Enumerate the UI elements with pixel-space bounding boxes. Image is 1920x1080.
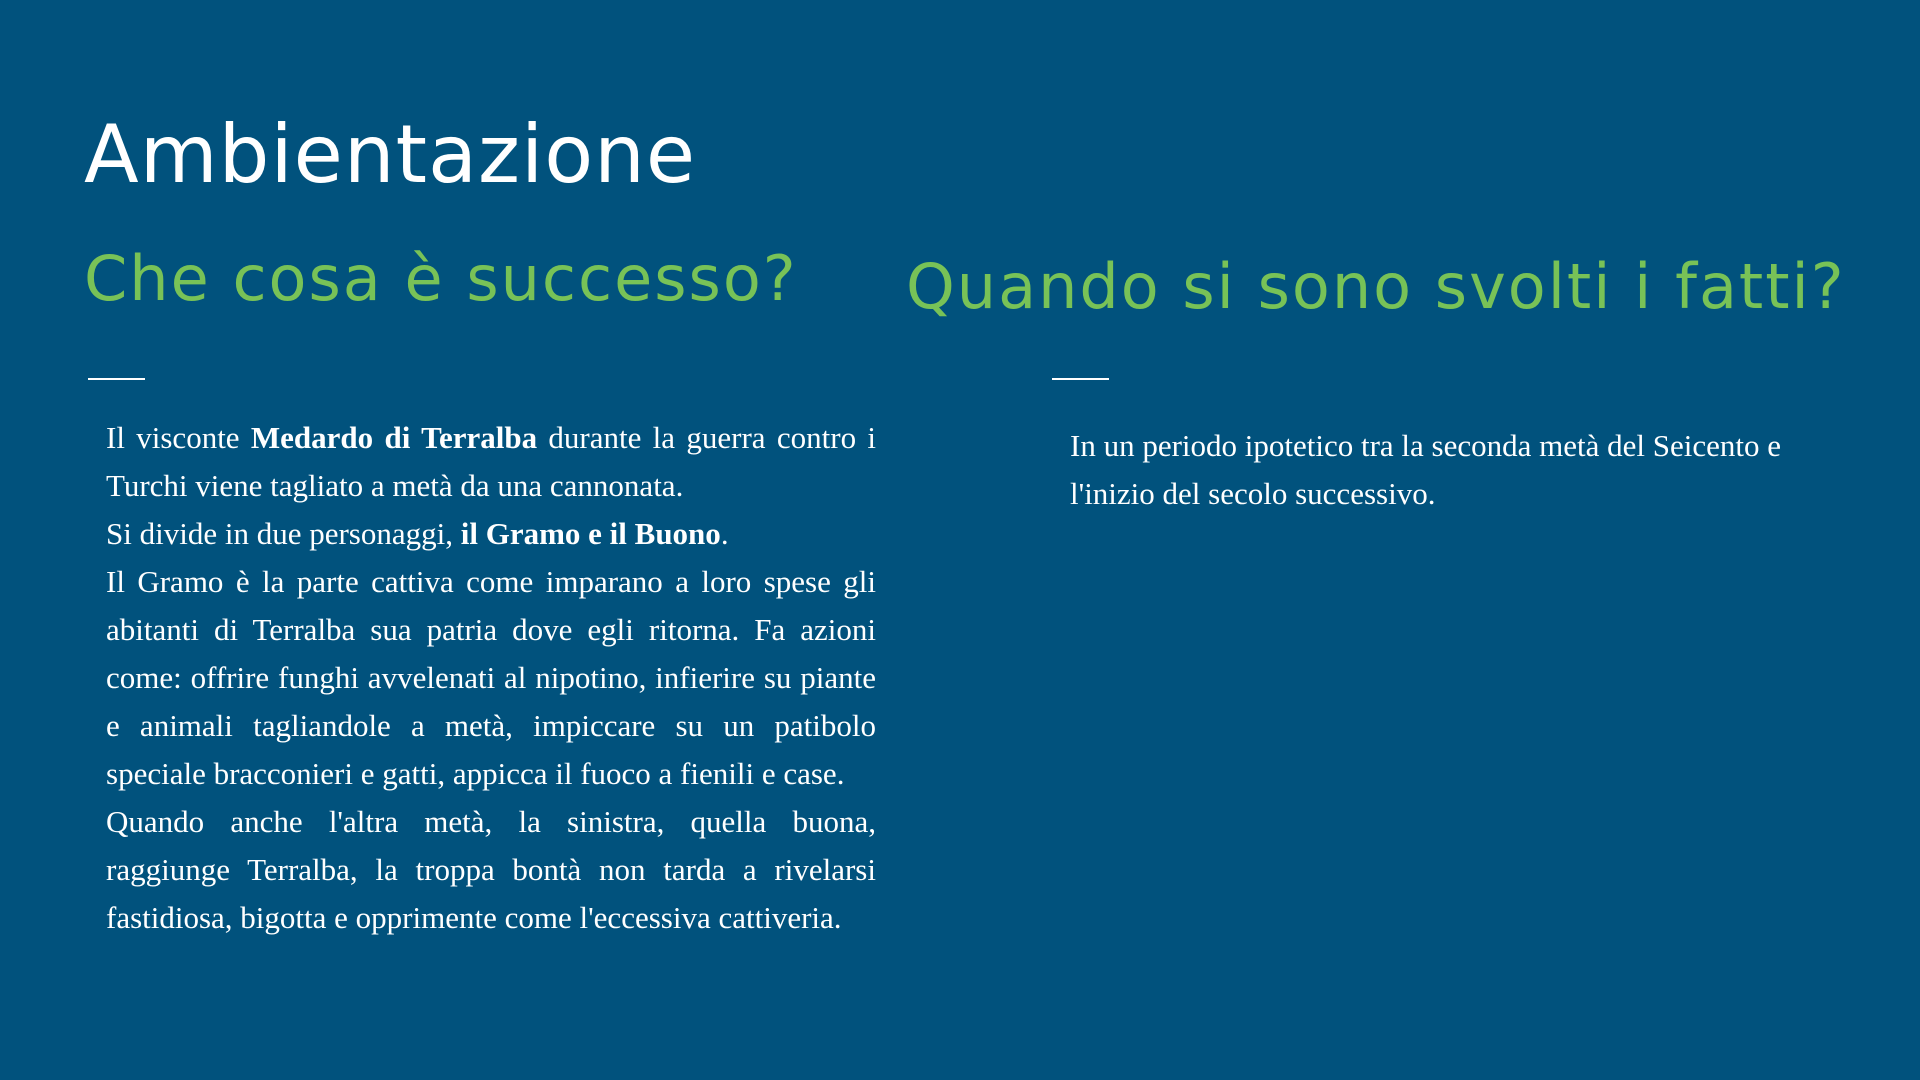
bold-gramo-buono: il Gramo e il Buono: [460, 516, 721, 551]
paragraph-divide: [106, 510, 876, 558]
paragraph-gramo: Il Gramo è la parte cattiva come imparano a loro spese gli abitanti di Terralba sua patria dove egli ritorna. Fa azioni come: offrire funghi avvelenati al nipotino, infierire su piante e animali tagliandole a metà, impiccare su un patibolo speciale bracconieri e gatti, appicca il fuoco a fienili e case.: [106, 564, 876, 791]
text-span: .: [720, 516, 729, 551]
right-heading: Quando si sono svolti i fatti?: [906, 250, 1846, 323]
right-divider: [1052, 378, 1109, 380]
left-divider: [88, 378, 145, 380]
text-span: durante la guerra contro i Turchi viene tagliato a metà da una cannonata.: [106, 420, 877, 503]
bold-medardo: Medardo di Terralba: [250, 420, 538, 455]
left-heading: Che cosa è successo?: [84, 242, 798, 315]
text-span: Si divide in due personaggi,: [106, 516, 461, 551]
paragraph-buono: Quando anche l'altra metà, la sinistra, quella buona, raggiunge Terralba, la troppa bontà non tarda a rivelarsi fastidiosa, bigotta e opprimente come l'eccessiva cattiveria.: [106, 804, 876, 935]
paragraph-period: In un periodo ipotetico tra la seconda metà del Seicento e l'inizio del secolo successivo.: [1070, 428, 1782, 511]
paragraph-medardo: [106, 414, 876, 510]
slide-title: Ambientazione: [84, 108, 697, 201]
right-body-text: [1070, 422, 1850, 518]
text-span: Il visconte: [106, 420, 251, 455]
left-body-text: [106, 414, 876, 942]
